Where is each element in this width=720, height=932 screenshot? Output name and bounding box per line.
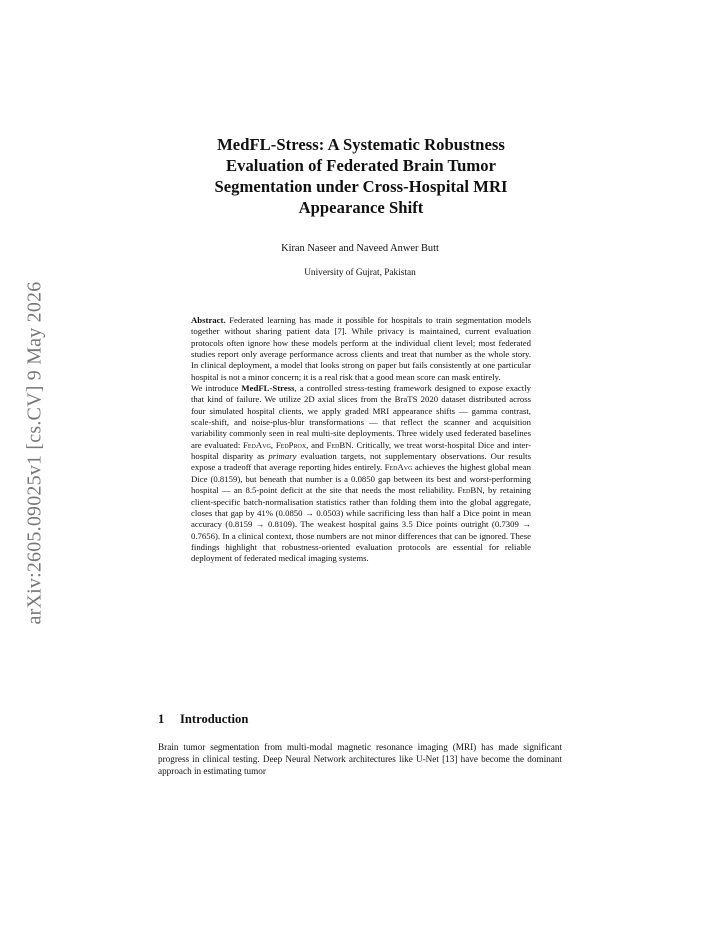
separator-2: , and	[306, 439, 327, 450]
authors: Kiran Naseer and Naveed Anwer Butt	[281, 243, 439, 254]
abstract-text-2b: , a controlled stress-testing framework designed to expose exactly that kind of failure. We utilize 2D axial slices from the BraTS 2020 dataset distributed across four simulated hospital clients, we apply graded MRI appearance shifts — gamma contrast, scale-shift, and noise-plus-blur transformations — that reflect the scanner and acquisition variability commonly seen in real multi-site deployments. Three widely used federated baselines are evaluated:	[191, 383, 532, 450]
abstract-paragraph-1	[191, 315, 531, 383]
abstract-paragraph-2	[191, 383, 531, 565]
method-fedavg: FedAvg	[243, 439, 271, 450]
abstract-label: Abstract.	[191, 315, 226, 325]
method-fedbn-2: FedBN	[457, 485, 483, 496]
separator-1: ,	[270, 439, 276, 450]
abstract-text-2d: evaluation targets, not supplementary observations. Our results expose a tradeoff that average reporting hides entirely.	[191, 451, 531, 473]
paper-title: MedFL-Stress: A Systematic Robustness Evaluation of Federated Brain Tumor Segmentation under Cross-Hospital MRI Appearance Shift	[214, 135, 508, 217]
method-fedavg-2: FedAvg	[384, 462, 413, 473]
method-fedprox: FedProx	[275, 439, 307, 450]
section-title: Introduction	[180, 712, 249, 726]
arxiv-identifier	[8, 262, 60, 644]
abstract-text-2e: achieves the highest global mean Dice (0.8159), but beneath that number is a 0.0850 gap between its best and worst-performing hospital — an 8.5-point deficit at the site that needs the most reliability.	[191, 462, 531, 496]
section-number: 1	[158, 712, 165, 726]
framework-name: MedFL-Stress	[241, 383, 295, 394]
primary-emphasis: primary	[268, 451, 297, 462]
abstract-text-2c: . Critically, we treat worst-hospital Dice and inter-hospital disparity as	[191, 439, 532, 462]
abstract-text-2a: We introduce	[191, 383, 242, 394]
affiliation: University of Gujrat, Pakistan	[304, 268, 416, 278]
abstract-text-2f: , by retaining client-specific batch-normalisation statistics rather than folding them into the global aggregate, closes that gap by 41% (0.0850 → 0.0503) while sacrificing less than half a Dice point in mean accuracy (0.8159 → 0.8109). The weakest hospital gains 3.5 Dice points outright (0.7309 → 0.7656). In a clinical context, those numbers are not minor differences that can be ignored. These findings highlight that robustness-oriented evaluation protocols are essential for reliable deployment of federated medical imaging systems.	[191, 485, 532, 564]
section-heading	[158, 711, 558, 727]
abstract-text-1: Federated learning has made it possible for hospitals to train segmentation models together without sharing patient data [7]. While privacy is maintained, current evaluation protocols often ignore how these models perform at the individual client level; most federated studies report only average performance across clients and treat that number as the whole story. In clinical deployment, a model that looks strong on paper but fails consistently at one particular hospital is not a minor concern; it is a real risk that a good mean score can mask entirely.	[191, 315, 531, 382]
arxiv-identifier-text: arXiv:2605.09025v1 [cs.CV] 9 May 2026	[23, 281, 46, 625]
abstract	[191, 315, 531, 565]
method-fedbn: FedBN	[326, 439, 352, 450]
introduction-paragraph: Brain tumor segmentation from multi-modal magnetic resonance imaging (MRI) has made significant progress in clinical testing. Deep Neural Network architectures like U-Net [13] have become the dominant approach in estimating tumor	[158, 742, 562, 777]
introduction-text	[158, 741, 562, 778]
